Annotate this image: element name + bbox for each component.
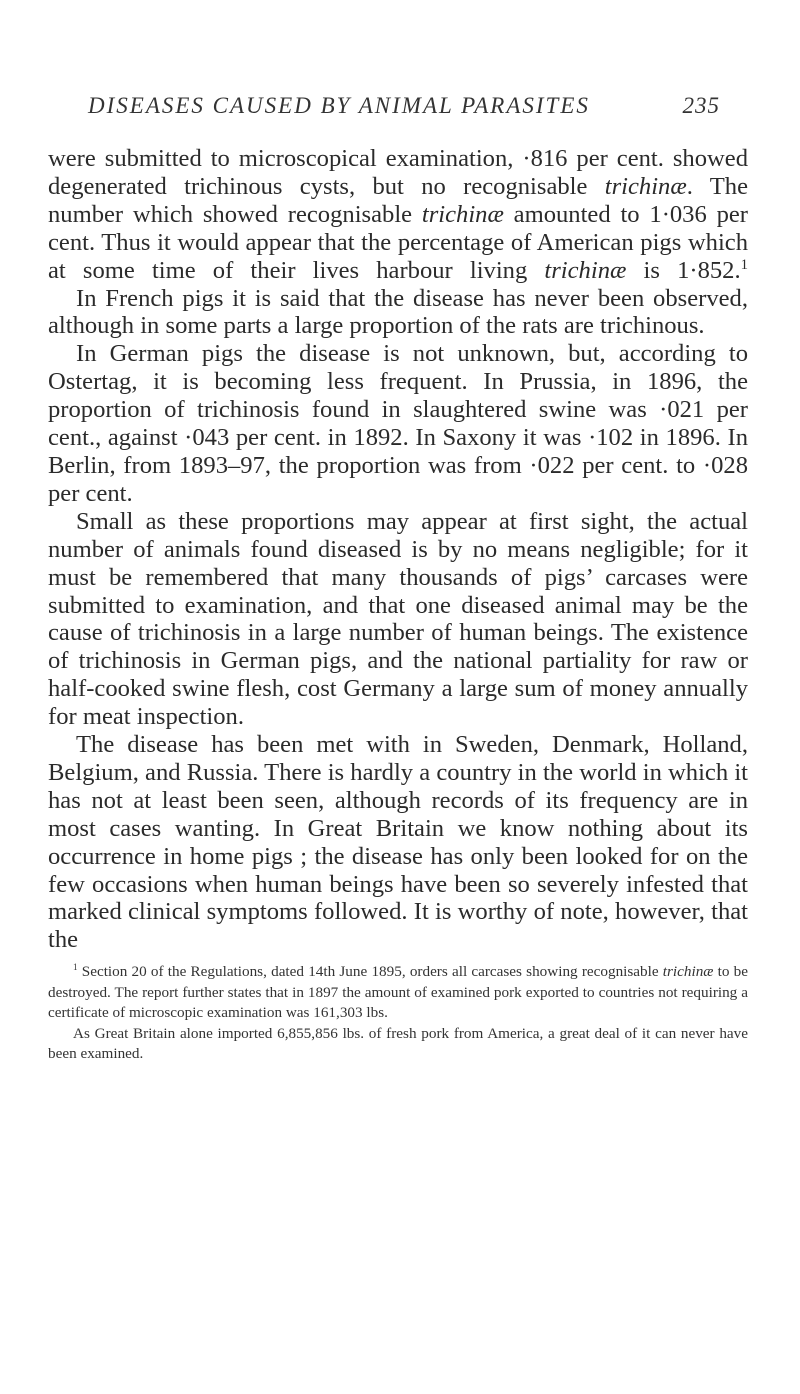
paragraph [48, 285, 748, 341]
footnote [48, 962, 748, 1024]
footnote-marker: 1 [740, 256, 748, 273]
italic-term: trichinæ [604, 172, 687, 200]
body-text [48, 145, 748, 954]
text-run: is 1·852. [626, 256, 741, 284]
text-run: Section 20 of the Regulations, dated 14th June 1895, orders all carcases showing recognisable [77, 963, 663, 980]
text-run: Small as these proportions may appear at first sight, the actual number of animals found diseased is by no means negligible; for it must be remembered that many thousands of pigs’ carcases were submitted to examination, and that one diseased animal may be the cause of trichinosis in a large number of human beings. The existence of trichinosis in German pigs, and the national partiality for raw or half-cooked swine flesh, cost Germany a large sum of money annually for meat inspection. [48, 507, 748, 731]
paragraph [48, 731, 748, 954]
paragraph [48, 145, 748, 285]
text-run: to be destroyed. The report further states that in 1897 the amount of examined pork exported to countries not requiring a certificate of microscopic examination was 161,303 lbs. [48, 963, 748, 1022]
italic-term: trichinæ [662, 963, 714, 980]
footnote [48, 1024, 748, 1065]
footnote-marker: 1 [73, 961, 78, 972]
paragraph [48, 340, 748, 507]
running-head-title: DISEASES CAUSED BY ANIMAL PARASITES [88, 93, 590, 118]
text-run: As Great Britain alone imported 6,855,856 lbs. of fresh pork from America, a great deal of it can never have been examined. [48, 1024, 748, 1063]
text-run: . The number which showed recognisable [48, 172, 748, 228]
italic-term: trichinæ [421, 200, 504, 228]
text-run: were submitted to microscopical examination, ·816 per cent. showed degenerated trichinous cysts, but no recognisable [48, 145, 748, 200]
paragraph [48, 508, 748, 731]
text-run: In German pigs the disease is not unknown, but, according to Ostertag, it is becoming less frequent. In Prussia, in 1896, the proportion of trichinosis found in slaughtered swine was ·021 per cent., against ·043 per cent. in 1892. In Saxony it was ·102 in 1896. In Berlin, from 1893–97, the proportion was from ·022 per cent. to ·028 per cent. [48, 340, 748, 507]
text-run: In French pigs it is said that the disease has never been observed, although in some parts a large proportion of the rats are trichinous. [48, 284, 748, 340]
italic-term: trichinæ [544, 256, 627, 284]
text-run: The disease has been met with in Sweden, Denmark, Holland, Belgium, and Russia. There is hardly a country in the world in which it has not at least been seen, although records of its frequency are in most cases wanting. In Great Britain we know nothing about its occurrence in home pigs ; the disease has only been looked for on the few occasions when human beings have been so severely infested that marked clinical symptoms followed. It is worthy of note, however, that the [48, 731, 748, 954]
page-number: 235 [682, 93, 720, 118]
footnotes [48, 962, 748, 1065]
text-run: amounted to 1·036 per cent. Thus it would appear that the percentage of American pigs which at some time of their lives harbour living [48, 200, 748, 284]
